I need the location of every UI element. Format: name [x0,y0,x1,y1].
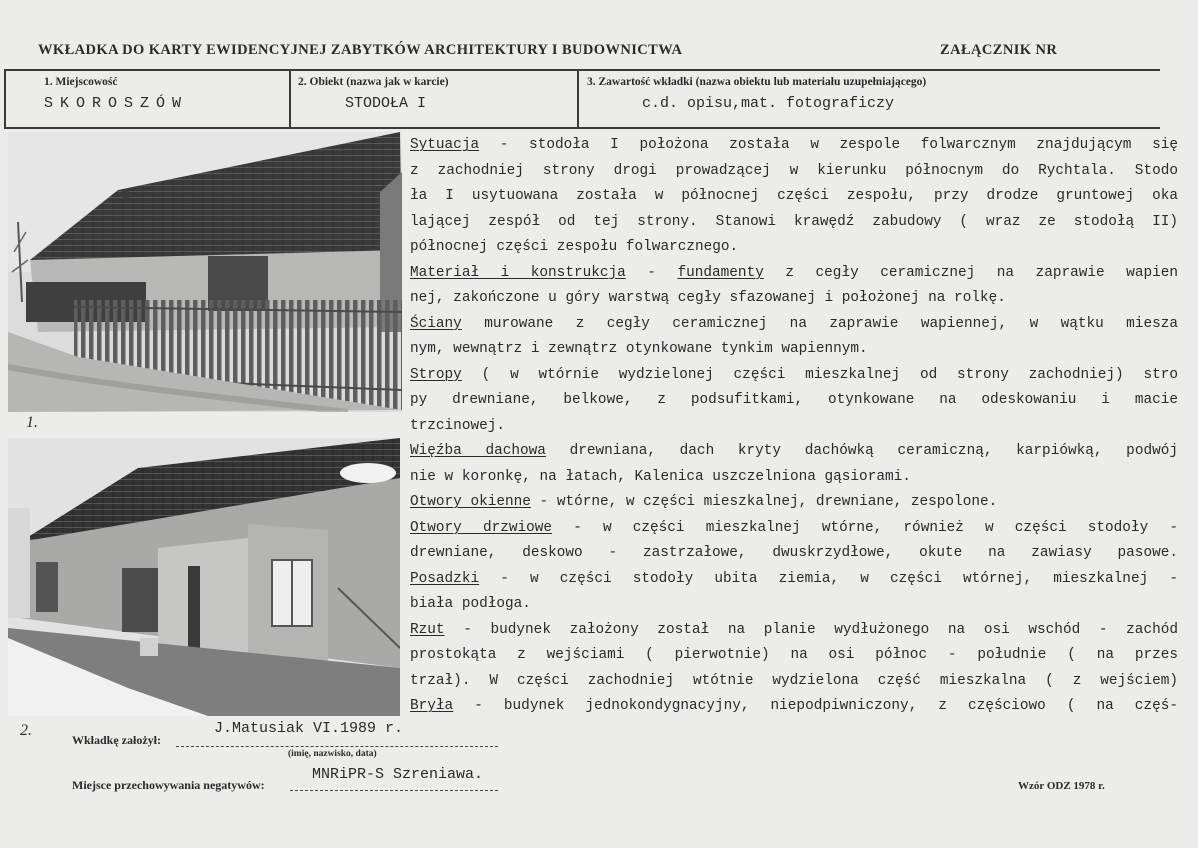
text-line [410,312,1178,338]
text-line [410,133,1178,159]
object-label: 2. Obiekt (nazwa jak w karcie) [298,76,449,88]
text-line: nym, wewnątrz i zewnątrz otynkowane tynkim wapiennym. [410,341,868,357]
location-label: 1. Miejscowość [44,76,118,88]
founder-value: J.Matusiak VI.1989 r. [214,720,404,737]
text-line: prostokąta z wejściami ( pierwotnie) na osi północ - południe ( na przes [410,647,1178,663]
photo-barn-residential-part [8,438,400,716]
text-line: z zachodniej strony drogi prowadzącej w kierunku północnym do Rychtala. Stodo [410,162,1178,179]
field-divider [577,69,579,129]
contents-label: 3. Zawartość wkładki (nazwa obiektu lub materiału uzupełniającego) [587,76,927,88]
photo-number: 2. [20,722,32,739]
negatives-value: MNRiPR-S Szreniawa. [312,766,484,783]
annex-label: ZAŁĄCZNIK NR [940,42,1058,58]
text-line [410,439,1178,465]
text-line [410,618,1178,644]
text-run: - stodoła I położona została w zespole folwarcznym znajdującym się [479,137,1178,153]
section-heading: Otwory drzwiowe [410,519,553,536]
object-value: STODOŁA I [345,95,427,112]
contents-value: c.d. opisu,mat. fotograficzy [642,95,895,112]
text-line: drewniane, deskowo - zastrzałowe, dwuskrzydłowe, okute na zawiasy pasowe. [410,545,1178,561]
text-line [410,516,1178,542]
text-run: - w części mieszkalnej wtórne, również w części stodoły - [552,519,1178,536]
text-line: trzał). W części zachodniej wtótnie wydzielona część mieszkalna ( z wejściem) [410,672,1178,689]
section-heading: Sytuacja [410,137,480,153]
photo-number: 1. [26,414,38,431]
text-line: północnej części zespołu folwarcznego. [410,239,739,255]
text-run: ( w wtórnie wydzielonej części mieszkalnej od strony zachodniej) stro [461,366,1178,383]
text-run: - budynek założony został na planie wydłużonego na osi wschód - zachód [444,621,1178,638]
form-code: Wzór ODZ 1978 r. [1018,780,1105,792]
location-value: SKOROSZÓW [44,95,189,112]
field-divider [289,69,291,129]
text-run: murowane z cegły ceramicznej na zaprawie wapiennej, w wątku miesza [461,315,1178,332]
text-run: - budynek jednokondygnacyjny, niepodpiwniczony, z częściowo ( na częś- [453,698,1178,714]
text-line: ła I usytuowana została w północnej części zespołu, przy drodze gruntowej oka [410,188,1178,204]
text-line: biała podłoga. [410,596,531,612]
form-title: WKŁADKA DO KARTY EWIDENCYJNEJ ZABYTKÓW ARCHITEKTURY I BUDOWNICTWA [38,42,683,58]
section-heading: Otwory okienne [410,494,531,510]
text-run: - w części stodoły ubita ziemia, w części wtórnej, mieszkalnej - [479,570,1178,587]
text-line: py drewniane, belkowe, z podsufitkami, otynkowane na odeskowaniu i macie [410,392,1178,408]
description-text [410,133,1178,720]
header-bottom-rule [4,127,1160,129]
section-heading: Materiał i konstrukcja [410,264,626,281]
text-line: lającej zespół od tej strony. Stanowi krawędź zabudowy ( wraz ze stodołą II) [410,213,1178,230]
section-heading: Stropy [410,366,462,383]
field-divider [4,69,6,129]
header-top-rule [4,69,1160,71]
negatives-dotted-line [290,790,498,791]
text-line: nej, zakończone u góry warstwą cegły sfazowanej i położonej na rolkę. [410,290,1006,306]
text-run: - [625,264,678,281]
text-line [410,490,1178,516]
text-line [410,567,1178,593]
section-heading: Rzut [410,621,445,638]
text-line: trzcinowej. [410,417,505,434]
text-line: nie w koronkę, na łatach, Kalenica uszczelniona gąsiorami. [410,468,911,485]
founder-label: Wkładkę założył: [72,733,161,747]
section-heading: Ściany [410,315,462,332]
text-line [410,694,1178,720]
founder-dotted-line [176,746,498,747]
text-line [410,261,1178,287]
founder-hint: (imię, nazwisko, data) [288,749,377,759]
text-run: z cegły ceramicznej na zaprawie wapien [763,264,1178,281]
text-run: - wtórne, w części mieszkalnej, drewniane, zespolone. [530,494,998,510]
photo-barn-exterior [8,132,402,412]
section-heading: Więźba dachowa [410,443,546,459]
section-heading: fundamenty [677,264,764,281]
text-line [410,363,1178,389]
barn-photo-image [8,132,402,412]
barn-photo-image [8,438,400,716]
negatives-label: Miejsce przechowywania negatywów: [72,778,265,792]
section-heading: Bryła [410,698,454,714]
section-heading: Posadzki [410,570,480,587]
text-run: drewniana, dach kryty dachówką ceramiczną, karpiówką, podwój [545,443,1178,459]
